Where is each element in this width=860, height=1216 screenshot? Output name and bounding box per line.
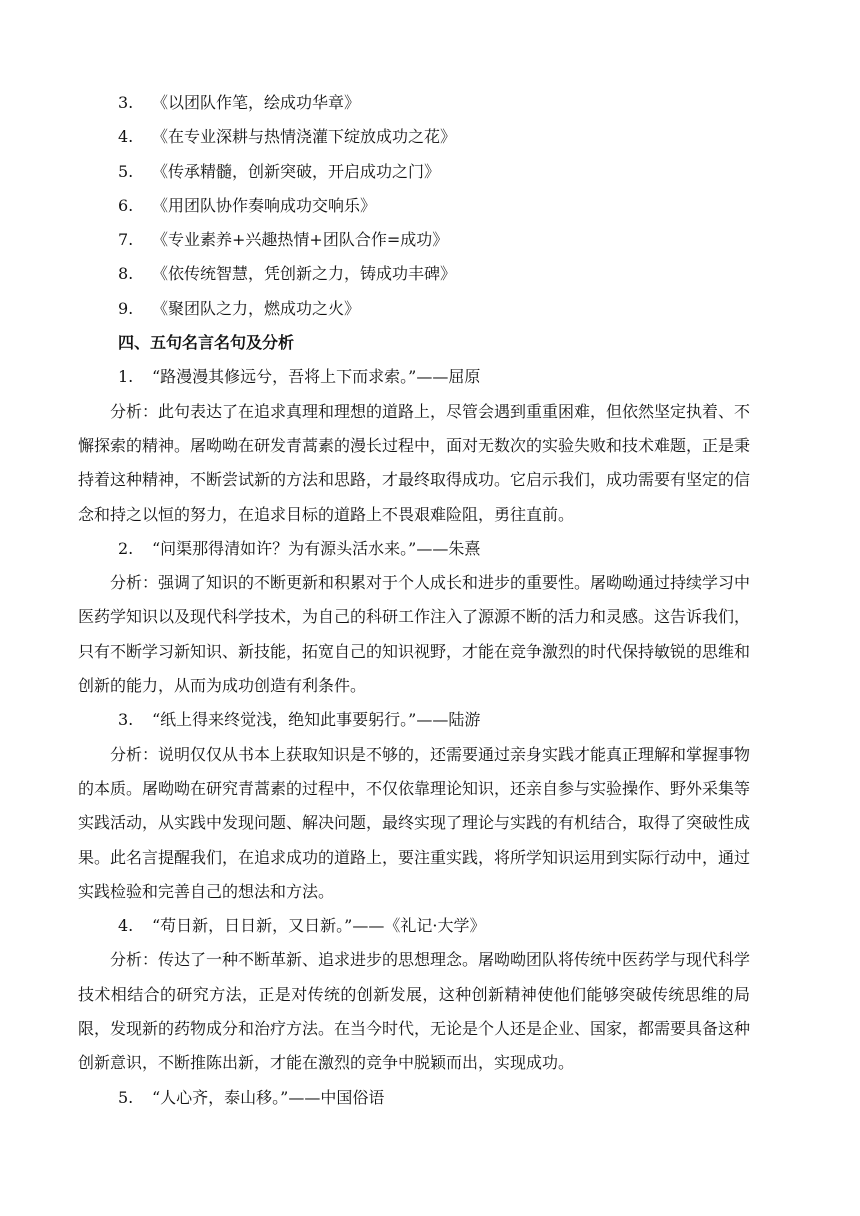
- list-number: 3.: [118, 93, 134, 112]
- title-list-item: [110, 86, 750, 120]
- list-text: 《依传统智慧，凭创新之力，铸成功丰碑》: [152, 264, 457, 284]
- list-number: 4.: [118, 127, 134, 147]
- title-list-item: [110, 155, 750, 189]
- list-number: 9.: [118, 298, 134, 318]
- quote-text: “人心齐，泰山移。”——中国俗语: [152, 1087, 385, 1107]
- title-list-item: [110, 223, 750, 257]
- quote-text: “问渠那得清如许？为有源头活水来。”——朱熹: [152, 538, 481, 558]
- list-number: 7.: [118, 230, 134, 250]
- title-list-item: [110, 120, 750, 154]
- analysis-paragraph: 分析：说明仅仅从书本上获取知识是不够的，还需要通过亲身实践才能真正理解和掌握事物的本质。屠呦呦在研究青蒿素的过程中，不仅依靠理论知识，还亲自参与实验操作、野外采集等实践活动，从实践中发现问题、解决问题，最终实现了理论与实践的有机结合，取得了突破性成果。此名言提醒我们，在追求成功的道路上，要注重实践，将所学知识运用到实际行动中，通过实践检验和完善自己的想法和方法。: [78, 744, 751, 901]
- quote-number: 3.: [118, 710, 134, 730]
- quote-line: [110, 360, 750, 394]
- quote-number: 5.: [118, 1087, 134, 1107]
- quote-text: “苟日新，日日新，又日新。”——《礼记·大学》: [152, 916, 486, 936]
- list-text: 《专业素养+兴趣热情+团队合作=成功》: [152, 230, 449, 250]
- quote-text: “纸上得来终觉浅，绝知此事要躬行。”——陆游: [152, 710, 481, 730]
- quote-number: 1.: [118, 367, 134, 387]
- list-number: 8.: [118, 264, 134, 284]
- document-body: [78, 86, 751, 1115]
- analysis-paragraph: 分析：传达了一种不断革新、追求进步的思想理念。屠呦呦团队将传统中医药学与现代科学技术相结合的研究方法，正是对传统的创新发展，这种创新精神使他们能够突破传统思维的局限，发现新的药物成分和治疗方法。在当今时代，无论是个人还是企业、国家，都需要具备这种创新意识，不断推陈出新，才能在激烈的竞争中脱颖而出，实现成功。: [78, 950, 751, 1073]
- quote-text: “路漫漫其修远兮，吾将上下而求索。”——屈原: [152, 367, 481, 387]
- list-text: 《用团队协作奏响成功交响乐》: [152, 195, 377, 215]
- list-text: 《聚团队之力，燃成功之火》: [152, 298, 361, 318]
- quote-line: [110, 1081, 750, 1115]
- analysis-paragraph: 分析：强调了知识的不断更新和积累对于个人成长和进步的重要性。屠呦呦通过持续学习中医药学知识以及现代科学技术，为自己的科研工作注入了源源不断的活力和灵感。这告诉我们，只有不断学习新知识、新技能，拓宽自己的知识视野，才能在竞争激烈的时代保持敏锐的思维和创新的能力，从而为成功创造有利条件。: [78, 573, 751, 696]
- list-text: 《以团队作笔，绘成功华章》: [152, 93, 361, 112]
- section-heading: 四、五句名言名句及分析: [118, 333, 295, 353]
- quote-line: [110, 532, 750, 566]
- quote-number: 4.: [118, 916, 134, 936]
- analysis-paragraph: 分析：此句表达了在追求真理和理想的道路上，尽管会遇到重重困难，但依然坚定执着、不懈探索的精神。屠呦呦在研发青蒿素的漫长过程中，面对无数次的实验失败和技术难题，正是秉持着这种精神，不断尝试新的方法和思路，才最终取得成功。它启示我们，成功需要有坚定的信念和持之以恒的努力，在追求目标的道路上不畏艰难险阻，勇往直前。: [78, 401, 751, 524]
- list-text: 《传承精髓，创新突破，开启成功之门》: [152, 161, 441, 181]
- title-list-item: [110, 292, 750, 326]
- quote-number: 2.: [118, 538, 134, 558]
- list-number: 5.: [118, 161, 134, 181]
- title-list-item: [110, 189, 750, 223]
- quote-line: [110, 703, 750, 737]
- list-text: 《在专业深耕与热情浇灌下绽放成功之花》: [152, 127, 457, 147]
- title-list-item: [110, 257, 750, 291]
- quote-line: [110, 909, 750, 943]
- list-number: 6.: [118, 195, 134, 215]
